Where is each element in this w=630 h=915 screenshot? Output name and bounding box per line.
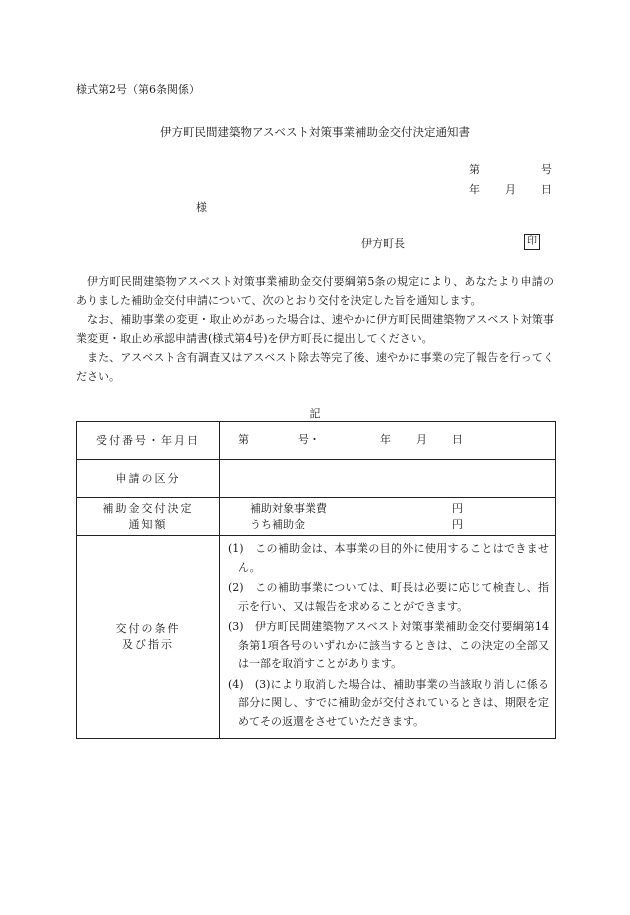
- ki-heading: 記: [309, 407, 321, 420]
- number-suffix: 号: [541, 163, 552, 176]
- notice-body: [76, 272, 554, 386]
- condition-item: (4) (3)により取消した場合は、補助事業の当該取り消しに係る部分に関し、すでに補助金が交付されているときは、期限を定めてその返還をさせていただきます。: [228, 677, 549, 728]
- seal-mark: 印: [524, 234, 540, 250]
- receipt-year: 年: [380, 433, 391, 447]
- project-cost-line: [220, 501, 555, 517]
- document-title: 伊方町民間建築物アスベスト対策事業補助金交付決定通知書: [159, 125, 471, 139]
- condition-item: (3) 伊方町民間建築物アスベスト対策事業補助金交付要綱第14条第1項各号のいずれかに該当するときは、この決定の全部又は一部を取消すことがあります。: [228, 620, 549, 670]
- subsidy-label: うち補助金: [250, 517, 305, 531]
- receipt-value: [220, 422, 556, 460]
- number-prefix: 第: [469, 163, 480, 176]
- receipt-day: 日: [452, 433, 463, 447]
- grant-amount-label-line1: 補助金交付決定: [102, 501, 194, 515]
- addressee-suffix: 様: [196, 201, 207, 214]
- conditions-list: [220, 536, 556, 739]
- grant-amount-value: [220, 498, 556, 536]
- conditions-label-line2: 及び指示: [122, 638, 174, 651]
- receipt-label: 受付番号・年月日: [77, 422, 220, 460]
- project-cost-yen: 円: [452, 501, 463, 515]
- grant-amount-label: [77, 498, 220, 536]
- application-type-label: 申請の区分: [77, 460, 220, 498]
- date-month-label: 月: [505, 183, 516, 196]
- paragraph-3: また、アスベスト含有調査又はアスベスト除去等完了後、速やかに事業の完了報告を行ってください。: [76, 351, 554, 383]
- receipt-month: 月: [416, 433, 427, 447]
- issuer-name: 伊方町長: [361, 237, 405, 250]
- paragraph-2: なお、補助事業の変更・取止めがあった場合は、速やかに伊方町民間建築物アスベスト対策事業変更・取止め承認申請書(様式第4号)を伊方町長に提出してください。: [76, 313, 554, 345]
- application-type-value: [220, 460, 556, 498]
- table-row: [77, 422, 556, 460]
- paragraph-1: 伊方町民間建築物アスベスト対策事業補助金交付要綱第5条の規定により、あなたより申請のありました補助金交付申請について、次のとおり交付を決定した旨を通知します。: [76, 275, 554, 307]
- project-cost-label: 補助対象事業費: [250, 501, 327, 515]
- grant-amount-label-line2: 通知額: [128, 517, 168, 531]
- condition-item: (1) この補助金は、本事業の目的外に使用することはできません。: [228, 542, 549, 574]
- table-row: [77, 460, 556, 498]
- subsidy-yen: 円: [452, 517, 463, 531]
- table-row: [77, 536, 556, 739]
- date-day-label: 日: [541, 183, 552, 196]
- conditions-label: [77, 536, 220, 739]
- receipt-dai: 第: [238, 433, 249, 447]
- details-table: [76, 421, 556, 739]
- conditions-label-line1: 交付の条件: [115, 622, 181, 635]
- form-number: 様式第2号（第6条関係）: [76, 83, 200, 96]
- table-row: [77, 498, 556, 536]
- condition-item: (2) この補助事業については、町長は必要に応じて検査し、指示を行い、又は報告を求めることができます。: [228, 581, 549, 613]
- receipt-go: 号・: [298, 433, 320, 447]
- subsidy-line: [220, 517, 555, 533]
- date-year-label: 年: [469, 183, 480, 196]
